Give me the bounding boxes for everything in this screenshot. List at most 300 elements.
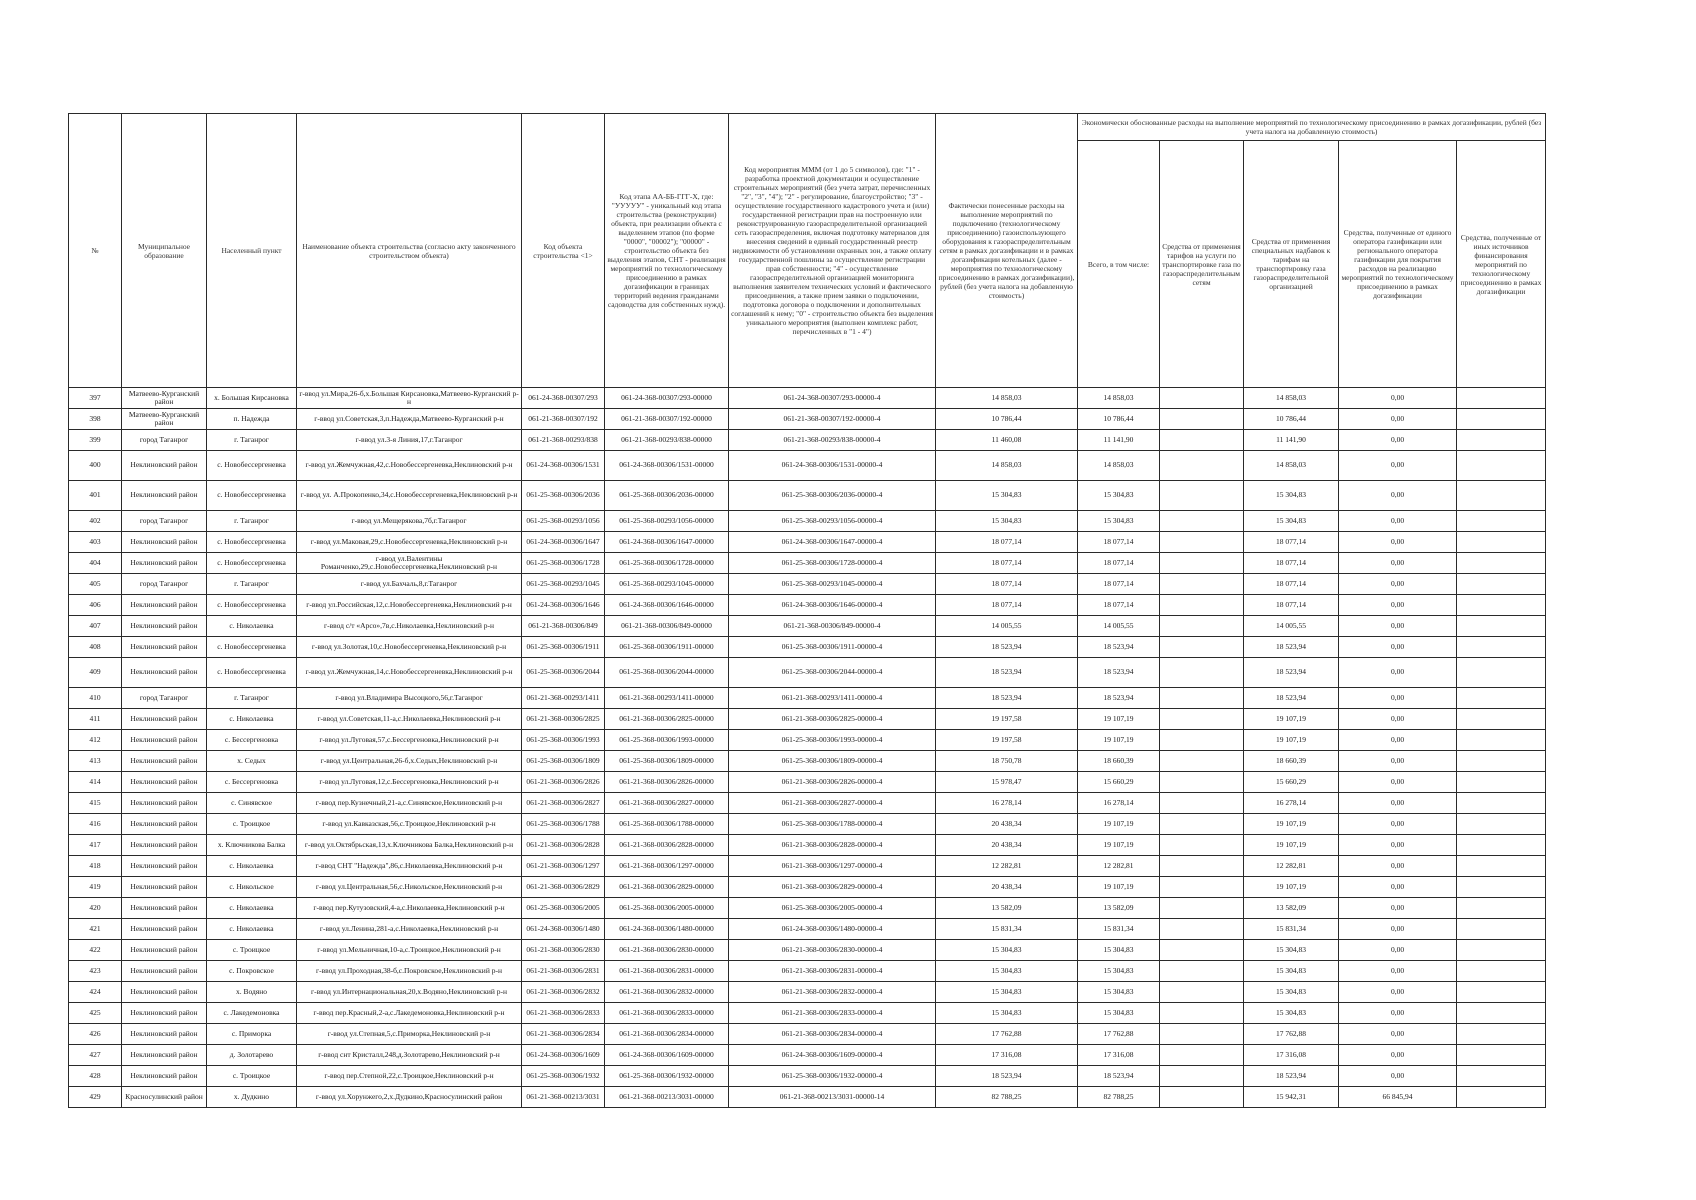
cell-other-sources [1457, 898, 1546, 919]
cell-special-surcharges: 18 077,14 [1244, 553, 1339, 574]
table-row [69, 961, 1546, 982]
cell-special-surcharges: 19 107,19 [1244, 835, 1339, 856]
row-num: 404 [69, 553, 122, 574]
cell-settlement: с. Николаевка [207, 616, 297, 637]
header-municipality: Муниципальное образование [122, 114, 207, 388]
cell-single-operator: 66 845,94 [1339, 1087, 1457, 1108]
cell-special-surcharges: 19 107,19 [1244, 814, 1339, 835]
row-num: 428 [69, 1066, 122, 1087]
cell-object-code: 061-25-368-00306/1932 [522, 1066, 605, 1087]
cell-object-name: г-ввод ул.Владимира Высоцкого,56,г.Таганрог [297, 688, 522, 709]
table-row [69, 835, 1546, 856]
cell-actual-costs: 20 438,34 [936, 877, 1078, 898]
cell-total: 18 523,94 [1078, 658, 1160, 688]
table-row [69, 451, 1546, 481]
cell-tariff-transport [1160, 835, 1244, 856]
cell-stage-code: 061-25-368-00293/1045-00000 [605, 574, 729, 595]
cell-stage-code: 061-21-368-00306/2825-00000 [605, 709, 729, 730]
cell-object-code: 061-21-368-00306/2828 [522, 835, 605, 856]
table-row [69, 793, 1546, 814]
table-row [69, 730, 1546, 751]
cell-object-code: 061-21-368-00306/2830 [522, 940, 605, 961]
cell-municipality: Неклиновский район [122, 616, 207, 637]
cell-other-sources [1457, 658, 1546, 688]
row-num: 425 [69, 1003, 122, 1024]
cell-object-name: г-ввод ул.Бахчаль,8,г.Таганрог [297, 574, 522, 595]
cell-stage-code: 061-21-368-00306/2827-00000 [605, 793, 729, 814]
cell-special-surcharges: 14 005,55 [1244, 616, 1339, 637]
cell-object-name: г-ввод снт Кристалл,248,д.Золотарево,Неклиновский р-н [297, 1045, 522, 1066]
cell-other-sources [1457, 1024, 1546, 1045]
cell-object-code: 061-24-368-00306/1646 [522, 595, 605, 616]
cell-stage-code: 061-25-368-00306/1809-00000 [605, 751, 729, 772]
cell-special-surcharges: 15 304,83 [1244, 511, 1339, 532]
cell-special-surcharges: 18 077,14 [1244, 574, 1339, 595]
cell-tariff-transport [1160, 982, 1244, 1003]
cell-tariff-transport [1160, 814, 1244, 835]
cell-municipality: Неклиновский район [122, 481, 207, 511]
cell-special-surcharges: 12 282,81 [1244, 856, 1339, 877]
cell-object-name: г-ввод ул.Проходная,38-б,с.Покровское,Неклиновский р-н [297, 961, 522, 982]
cell-actual-costs: 18 750,78 [936, 751, 1078, 772]
cell-event-code: 061-24-368-00306/1646-00000-4 [729, 595, 936, 616]
cell-special-surcharges: 19 107,19 [1244, 877, 1339, 898]
cell-total: 16 278,14 [1078, 793, 1160, 814]
row-num: 423 [69, 961, 122, 982]
cell-single-operator: 0,00 [1339, 835, 1457, 856]
cell-other-sources [1457, 451, 1546, 481]
cell-event-code: 061-21-368-00306/2828-00000-4 [729, 835, 936, 856]
cell-other-sources [1457, 793, 1546, 814]
cell-actual-costs: 20 438,34 [936, 835, 1078, 856]
cell-tariff-transport [1160, 637, 1244, 658]
cell-total: 15 660,29 [1078, 772, 1160, 793]
cell-settlement: с. Николаевка [207, 919, 297, 940]
table-row [69, 595, 1546, 616]
cell-municipality: Неклиновский район [122, 1045, 207, 1066]
row-num: 411 [69, 709, 122, 730]
cell-other-sources [1457, 709, 1546, 730]
cell-stage-code: 061-25-368-00293/1056-00000 [605, 511, 729, 532]
cell-total: 18 077,14 [1078, 574, 1160, 595]
cell-tariff-transport [1160, 772, 1244, 793]
cell-single-operator: 0,00 [1339, 982, 1457, 1003]
cell-tariff-transport [1160, 709, 1244, 730]
cell-stage-code: 061-21-368-00306/2829-00000 [605, 877, 729, 898]
cell-event-code: 061-21-368-00306/2826-00000-4 [729, 772, 936, 793]
cell-single-operator: 0,00 [1339, 814, 1457, 835]
row-num: 405 [69, 574, 122, 595]
cell-municipality: Неклиновский район [122, 961, 207, 982]
cell-object-code: 061-21-368-00293/838 [522, 430, 605, 451]
cell-object-name: г-ввод пер.Красный,2-а,с.Лакедемоновка,Неклиновский р-н [297, 1003, 522, 1024]
cell-object-code: 061-21-368-00306/849 [522, 616, 605, 637]
cell-actual-costs: 14 858,03 [936, 388, 1078, 409]
row-num: 401 [69, 481, 122, 511]
cell-event-code: 061-21-368-00293/838-00000-4 [729, 430, 936, 451]
cell-other-sources [1457, 688, 1546, 709]
cell-settlement: х. Ключникова Балка [207, 835, 297, 856]
cell-special-surcharges: 15 304,83 [1244, 982, 1339, 1003]
cell-total: 14 858,03 [1078, 388, 1160, 409]
cell-object-code: 061-24-368-00306/1647 [522, 532, 605, 553]
cell-stage-code: 061-24-368-00306/1480-00000 [605, 919, 729, 940]
cell-actual-costs: 13 582,09 [936, 898, 1078, 919]
cell-single-operator: 0,00 [1339, 481, 1457, 511]
cell-tariff-transport [1160, 658, 1244, 688]
cell-settlement: с. Новобессергеневка [207, 532, 297, 553]
cell-single-operator: 0,00 [1339, 532, 1457, 553]
table-row [69, 637, 1546, 658]
cell-object-code: 061-24-368-00306/1531 [522, 451, 605, 481]
cell-total: 15 304,83 [1078, 1003, 1160, 1024]
cell-special-surcharges: 15 304,83 [1244, 940, 1339, 961]
cell-settlement: с. Троицкое [207, 1066, 297, 1087]
cell-single-operator: 0,00 [1339, 511, 1457, 532]
cell-stage-code: 061-21-368-00306/2830-00000 [605, 940, 729, 961]
cell-settlement: с. Никольское [207, 877, 297, 898]
cell-stage-code: 061-25-368-00306/1932-00000 [605, 1066, 729, 1087]
row-num: 410 [69, 688, 122, 709]
header-stage-code: Код этапа АА-ББ-ГГГ-Х, где: "УУУУУ" - уникальный код этапа строительства (реконструкции) объекта, при реализации объекта с выделением этапов (по форме "0000", "00002"); "00000" - строительство объекта без выделения этапов, СНТ - реализация мероприятий по технологическому присоединению в рамках догазификации в границах территорий ведения гражданами садоводства для собственных нужд). [605, 114, 729, 388]
cell-other-sources [1457, 835, 1546, 856]
cell-single-operator: 0,00 [1339, 772, 1457, 793]
cell-settlement: с. Бессергеновка [207, 730, 297, 751]
cell-settlement: п. Надежда [207, 409, 297, 430]
cell-other-sources [1457, 409, 1546, 430]
cell-event-code: 061-21-368-00306/2831-00000-4 [729, 961, 936, 982]
cell-total: 19 107,19 [1078, 877, 1160, 898]
row-num: 398 [69, 409, 122, 430]
cell-tariff-transport [1160, 1066, 1244, 1087]
cell-tariff-transport [1160, 877, 1244, 898]
row-num: 412 [69, 730, 122, 751]
cell-actual-costs: 18 077,14 [936, 532, 1078, 553]
cell-tariff-transport [1160, 919, 1244, 940]
row-num: 406 [69, 595, 122, 616]
cell-single-operator: 0,00 [1339, 688, 1457, 709]
cell-actual-costs: 15 304,83 [936, 982, 1078, 1003]
cell-other-sources [1457, 982, 1546, 1003]
header-special-surcharges: Средства от применения специальных надбавок к тарифам на транспортировку газа газораспределительной организацией [1244, 141, 1339, 388]
table-row [69, 919, 1546, 940]
cell-settlement: г. Таганрог [207, 430, 297, 451]
cell-object-code: 061-21-368-00306/2833 [522, 1003, 605, 1024]
cell-total: 15 304,83 [1078, 481, 1160, 511]
table-row [69, 574, 1546, 595]
cell-special-surcharges: 18 660,39 [1244, 751, 1339, 772]
cell-stage-code: 061-21-368-00307/192-00000 [605, 409, 729, 430]
cell-other-sources [1457, 1003, 1546, 1024]
cell-special-surcharges: 14 858,03 [1244, 451, 1339, 481]
cell-event-code: 061-24-368-00306/1531-00000-4 [729, 451, 936, 481]
cell-object-code: 061-21-368-00306/1297 [522, 856, 605, 877]
cell-object-name: г-ввод ул.Жемчужная,14,с.Новобессергеневка,Неклиновский р-н [297, 658, 522, 688]
cell-single-operator: 0,00 [1339, 637, 1457, 658]
cell-total: 82 788,25 [1078, 1087, 1160, 1108]
header-single-operator: Средства, полученные от единого оператора газификации или регионального оператора газификации для покрытия расходов на реализацию мероприятий по технологическому присоединению в рамках догазификации [1339, 141, 1457, 388]
row-num: 421 [69, 919, 122, 940]
cell-total: 19 107,19 [1078, 709, 1160, 730]
cell-event-code: 061-21-368-00306/2829-00000-4 [729, 877, 936, 898]
cell-other-sources [1457, 1087, 1546, 1108]
cell-total: 18 077,14 [1078, 553, 1160, 574]
cell-single-operator: 0,00 [1339, 1045, 1457, 1066]
table-row [69, 772, 1546, 793]
table-row [69, 877, 1546, 898]
row-num: 427 [69, 1045, 122, 1066]
cell-object-code: 061-25-368-00306/2036 [522, 481, 605, 511]
table-row [69, 511, 1546, 532]
cell-object-code: 061-21-368-00307/192 [522, 409, 605, 430]
cell-other-sources [1457, 856, 1546, 877]
cell-tariff-transport [1160, 532, 1244, 553]
cell-total: 18 523,94 [1078, 1066, 1160, 1087]
cell-other-sources [1457, 388, 1546, 409]
cell-municipality: Неклиновский район [122, 793, 207, 814]
cell-special-surcharges: 15 831,34 [1244, 919, 1339, 940]
cell-special-surcharges: 15 660,29 [1244, 772, 1339, 793]
cell-special-surcharges: 16 278,14 [1244, 793, 1339, 814]
cell-special-surcharges: 14 858,03 [1244, 388, 1339, 409]
cell-municipality: Неклиновский район [122, 982, 207, 1003]
cell-single-operator: 0,00 [1339, 595, 1457, 616]
cell-single-operator: 0,00 [1339, 919, 1457, 940]
cell-settlement: с. Покровское [207, 961, 297, 982]
cell-actual-costs: 18 523,94 [936, 688, 1078, 709]
cell-event-code: 061-25-368-00293/1045-00000-4 [729, 574, 936, 595]
cell-object-name: г-ввод ул.Мельничная,10-а,с.Троицкое,Неклиновский р-н [297, 940, 522, 961]
cell-object-code: 061-21-368-00306/2832 [522, 982, 605, 1003]
cell-event-code: 061-25-368-00306/1728-00000-4 [729, 553, 936, 574]
cell-tariff-transport [1160, 751, 1244, 772]
cell-municipality: Неклиновский район [122, 856, 207, 877]
cell-special-surcharges: 13 582,09 [1244, 898, 1339, 919]
table-row [69, 553, 1546, 574]
document-sheet [68, 113, 1546, 1108]
cell-object-code: 061-21-368-00306/2834 [522, 1024, 605, 1045]
cell-tariff-transport [1160, 511, 1244, 532]
cell-municipality: Матвеево-Курганский район [122, 409, 207, 430]
cell-stage-code: 061-21-368-00293/838-00000 [605, 430, 729, 451]
cell-object-code: 061-21-368-00306/2829 [522, 877, 605, 898]
cell-actual-costs: 15 304,83 [936, 940, 1078, 961]
cell-actual-costs: 18 077,14 [936, 553, 1078, 574]
cell-municipality: Неклиновский район [122, 751, 207, 772]
cell-other-sources [1457, 919, 1546, 940]
cell-municipality: Неклиновский район [122, 658, 207, 688]
row-num: 403 [69, 532, 122, 553]
cell-tariff-transport [1160, 898, 1244, 919]
cell-settlement: с. Синявское [207, 793, 297, 814]
cell-settlement: г. Таганрог [207, 688, 297, 709]
cell-single-operator: 0,00 [1339, 451, 1457, 481]
cell-stage-code: 061-24-368-00306/1531-00000 [605, 451, 729, 481]
cell-municipality: Неклиновский район [122, 814, 207, 835]
cell-total: 10 786,44 [1078, 409, 1160, 430]
cell-single-operator: 0,00 [1339, 898, 1457, 919]
cell-tariff-transport [1160, 451, 1244, 481]
cell-single-operator: 0,00 [1339, 1024, 1457, 1045]
row-num: 415 [69, 793, 122, 814]
dogazification-cost-table [68, 113, 1546, 1108]
cell-stage-code: 061-25-368-00306/2044-00000 [605, 658, 729, 688]
cell-stage-code: 061-21-368-00306/1297-00000 [605, 856, 729, 877]
cell-total: 11 141,90 [1078, 430, 1160, 451]
table-row [69, 898, 1546, 919]
cell-single-operator: 0,00 [1339, 877, 1457, 898]
cell-event-code: 061-21-368-00293/1411-00000-4 [729, 688, 936, 709]
cell-tariff-transport [1160, 616, 1244, 637]
cell-event-code: 061-25-368-00306/1932-00000-4 [729, 1066, 936, 1087]
cell-tariff-transport [1160, 409, 1244, 430]
cell-settlement: с. Николаевка [207, 856, 297, 877]
cell-special-surcharges: 18 077,14 [1244, 595, 1339, 616]
cell-tariff-transport [1160, 1087, 1244, 1108]
row-num: 407 [69, 616, 122, 637]
header-actual-costs: Фактически понесенные расходы на выполнение мероприятий по подключению (технологическому присоединению) газоиспользующего оборудования к газораспределительным сетям в рамках догазификации и в рамках догазификации котельных (далее - мероприятия по технологическому присоединению в рамках догазификации), рублей (без учета налога на добавленную стоимость) [936, 114, 1078, 388]
cell-actual-costs: 17 762,88 [936, 1024, 1078, 1045]
cell-other-sources [1457, 1045, 1546, 1066]
cell-object-code: 061-24-368-00306/1609 [522, 1045, 605, 1066]
cell-other-sources [1457, 595, 1546, 616]
cell-object-code: 061-25-368-00306/1993 [522, 730, 605, 751]
cell-stage-code: 061-24-368-00306/1646-00000 [605, 595, 729, 616]
cell-other-sources [1457, 940, 1546, 961]
cell-event-code: 061-21-368-00213/3031-00000-14 [729, 1087, 936, 1108]
cell-total: 14 005,55 [1078, 616, 1160, 637]
cell-settlement: х. Большая Кирсановка [207, 388, 297, 409]
header-num: № [69, 114, 122, 388]
cell-municipality: Неклиновский район [122, 1003, 207, 1024]
cell-object-code: 061-21-368-00293/1411 [522, 688, 605, 709]
cell-tariff-transport [1160, 1003, 1244, 1024]
cell-event-code: 061-21-368-00306/2825-00000-4 [729, 709, 936, 730]
cell-settlement: х. Водяно [207, 982, 297, 1003]
cell-settlement: с. Новобессергеневка [207, 637, 297, 658]
cell-object-name: г-ввод ул.Ленина,281-а,с.Николаевка,Неклиновский р-н [297, 919, 522, 940]
cell-special-surcharges: 15 942,31 [1244, 1087, 1339, 1108]
cell-event-code: 061-21-368-00306/2830-00000-4 [729, 940, 936, 961]
cell-object-name: г-ввод ул.Интернациональная,20,х.Водяно,Неклиновский р-н [297, 982, 522, 1003]
table-row [69, 616, 1546, 637]
cell-stage-code: 061-25-368-00306/1993-00000 [605, 730, 729, 751]
table-row [69, 688, 1546, 709]
cell-tariff-transport [1160, 688, 1244, 709]
cell-object-code: 061-25-368-00306/1911 [522, 637, 605, 658]
cell-settlement: д. Золотарево [207, 1045, 297, 1066]
cell-object-name: г-ввод ул.Советская,3,п.Надежда,Матвеево-Курганский р-н [297, 409, 522, 430]
table-row [69, 532, 1546, 553]
cell-object-name: г-ввод СНТ "Надежда",86,с.Николаевка,Неклиновский р-н [297, 856, 522, 877]
cell-object-name: г-ввод ул.Маковая,29,с.Новобессергеневка,Неклиновский р-н [297, 532, 522, 553]
cell-settlement: с. Бессергеновка [207, 772, 297, 793]
row-num: 422 [69, 940, 122, 961]
cell-actual-costs: 15 978,47 [936, 772, 1078, 793]
cell-single-operator: 0,00 [1339, 430, 1457, 451]
cell-settlement: с. Новобессергеневка [207, 451, 297, 481]
cell-single-operator: 0,00 [1339, 856, 1457, 877]
table-row [69, 658, 1546, 688]
header-econ-group: Экономически обоснованные расходы на выполнение мероприятий по технологическому присоединению в рамках догазификации, рублей (без учета налога на добавленную стоимость) [1078, 114, 1546, 141]
row-num: 420 [69, 898, 122, 919]
cell-tariff-transport [1160, 388, 1244, 409]
cell-single-operator: 0,00 [1339, 553, 1457, 574]
cell-total: 19 107,19 [1078, 814, 1160, 835]
cell-total: 15 304,83 [1078, 982, 1160, 1003]
cell-object-code: 061-25-368-00306/2005 [522, 898, 605, 919]
cell-total: 15 304,83 [1078, 511, 1160, 532]
cell-object-code: 061-24-368-00306/1480 [522, 919, 605, 940]
cell-event-code: 061-21-368-00306/1297-00000-4 [729, 856, 936, 877]
cell-object-name: г-ввод ул.Валентины Романченко,29,с.Новобессергеневка,Неклиновский р-н [297, 553, 522, 574]
table-row [69, 1024, 1546, 1045]
row-num: 413 [69, 751, 122, 772]
cell-actual-costs: 15 304,83 [936, 1003, 1078, 1024]
cell-municipality: Неклиновский район [122, 730, 207, 751]
cell-municipality: Неклиновский район [122, 637, 207, 658]
cell-total: 15 304,83 [1078, 961, 1160, 982]
cell-object-name: г-ввод ул.Октябрьская,13,х.Ключникова Балка,Неклиновский р-н [297, 835, 522, 856]
cell-other-sources [1457, 532, 1546, 553]
cell-object-name: г-ввод ул.Мещерякова,7б,г.Таганрог [297, 511, 522, 532]
cell-settlement: с. Троицкое [207, 940, 297, 961]
cell-stage-code: 061-21-368-00293/1411-00000 [605, 688, 729, 709]
cell-event-code: 061-25-368-00306/1993-00000-4 [729, 730, 936, 751]
cell-special-surcharges: 15 304,83 [1244, 481, 1339, 511]
cell-tariff-transport [1160, 856, 1244, 877]
cell-object-code: 061-21-368-00213/3031 [522, 1087, 605, 1108]
cell-special-surcharges: 19 107,19 [1244, 730, 1339, 751]
cell-actual-costs: 15 304,83 [936, 511, 1078, 532]
cell-object-name: г-ввод ул.Центральная,56,с.Никольское,Неклиновский р-н [297, 877, 522, 898]
cell-settlement: с. Новобессергеневка [207, 481, 297, 511]
cell-object-code: 061-21-368-00306/2827 [522, 793, 605, 814]
cell-total: 18 077,14 [1078, 595, 1160, 616]
cell-municipality: Неклиновский район [122, 595, 207, 616]
cell-stage-code: 061-21-368-00306/2828-00000 [605, 835, 729, 856]
cell-object-code: 061-25-368-00293/1056 [522, 511, 605, 532]
cell-actual-costs: 15 304,83 [936, 961, 1078, 982]
cell-event-code: 061-25-368-00306/1809-00000-4 [729, 751, 936, 772]
cell-tariff-transport [1160, 1045, 1244, 1066]
cell-other-sources [1457, 430, 1546, 451]
cell-tariff-transport [1160, 1024, 1244, 1045]
cell-other-sources [1457, 730, 1546, 751]
cell-other-sources [1457, 751, 1546, 772]
cell-actual-costs: 18 077,14 [936, 595, 1078, 616]
cell-single-operator: 0,00 [1339, 1066, 1457, 1087]
cell-single-operator: 0,00 [1339, 961, 1457, 982]
cell-municipality: Неклиновский район [122, 553, 207, 574]
cell-other-sources [1457, 481, 1546, 511]
header-object-name: Наименование объекта строительства (согласно акту законченного строительством объекта) [297, 114, 522, 388]
cell-other-sources [1457, 616, 1546, 637]
cell-tariff-transport [1160, 940, 1244, 961]
cell-special-surcharges: 18 523,94 [1244, 658, 1339, 688]
cell-settlement: с. Новобессергеневка [207, 658, 297, 688]
cell-object-name: г-ввод ул.Золотая,10,с.Новобессергеневка,Неклиновский р-н [297, 637, 522, 658]
cell-stage-code: 061-24-368-00306/1647-00000 [605, 532, 729, 553]
cell-stage-code: 061-21-368-00306/2831-00000 [605, 961, 729, 982]
cell-tariff-transport [1160, 574, 1244, 595]
cell-actual-costs: 19 197,58 [936, 709, 1078, 730]
cell-stage-code: 061-21-368-00306/849-00000 [605, 616, 729, 637]
cell-municipality: Неклиновский район [122, 940, 207, 961]
cell-object-name: г-ввод ул.Кавказская,56,с.Троицкое,Неклиновский р-н [297, 814, 522, 835]
cell-single-operator: 0,00 [1339, 730, 1457, 751]
cell-stage-code: 061-25-368-00306/1788-00000 [605, 814, 729, 835]
